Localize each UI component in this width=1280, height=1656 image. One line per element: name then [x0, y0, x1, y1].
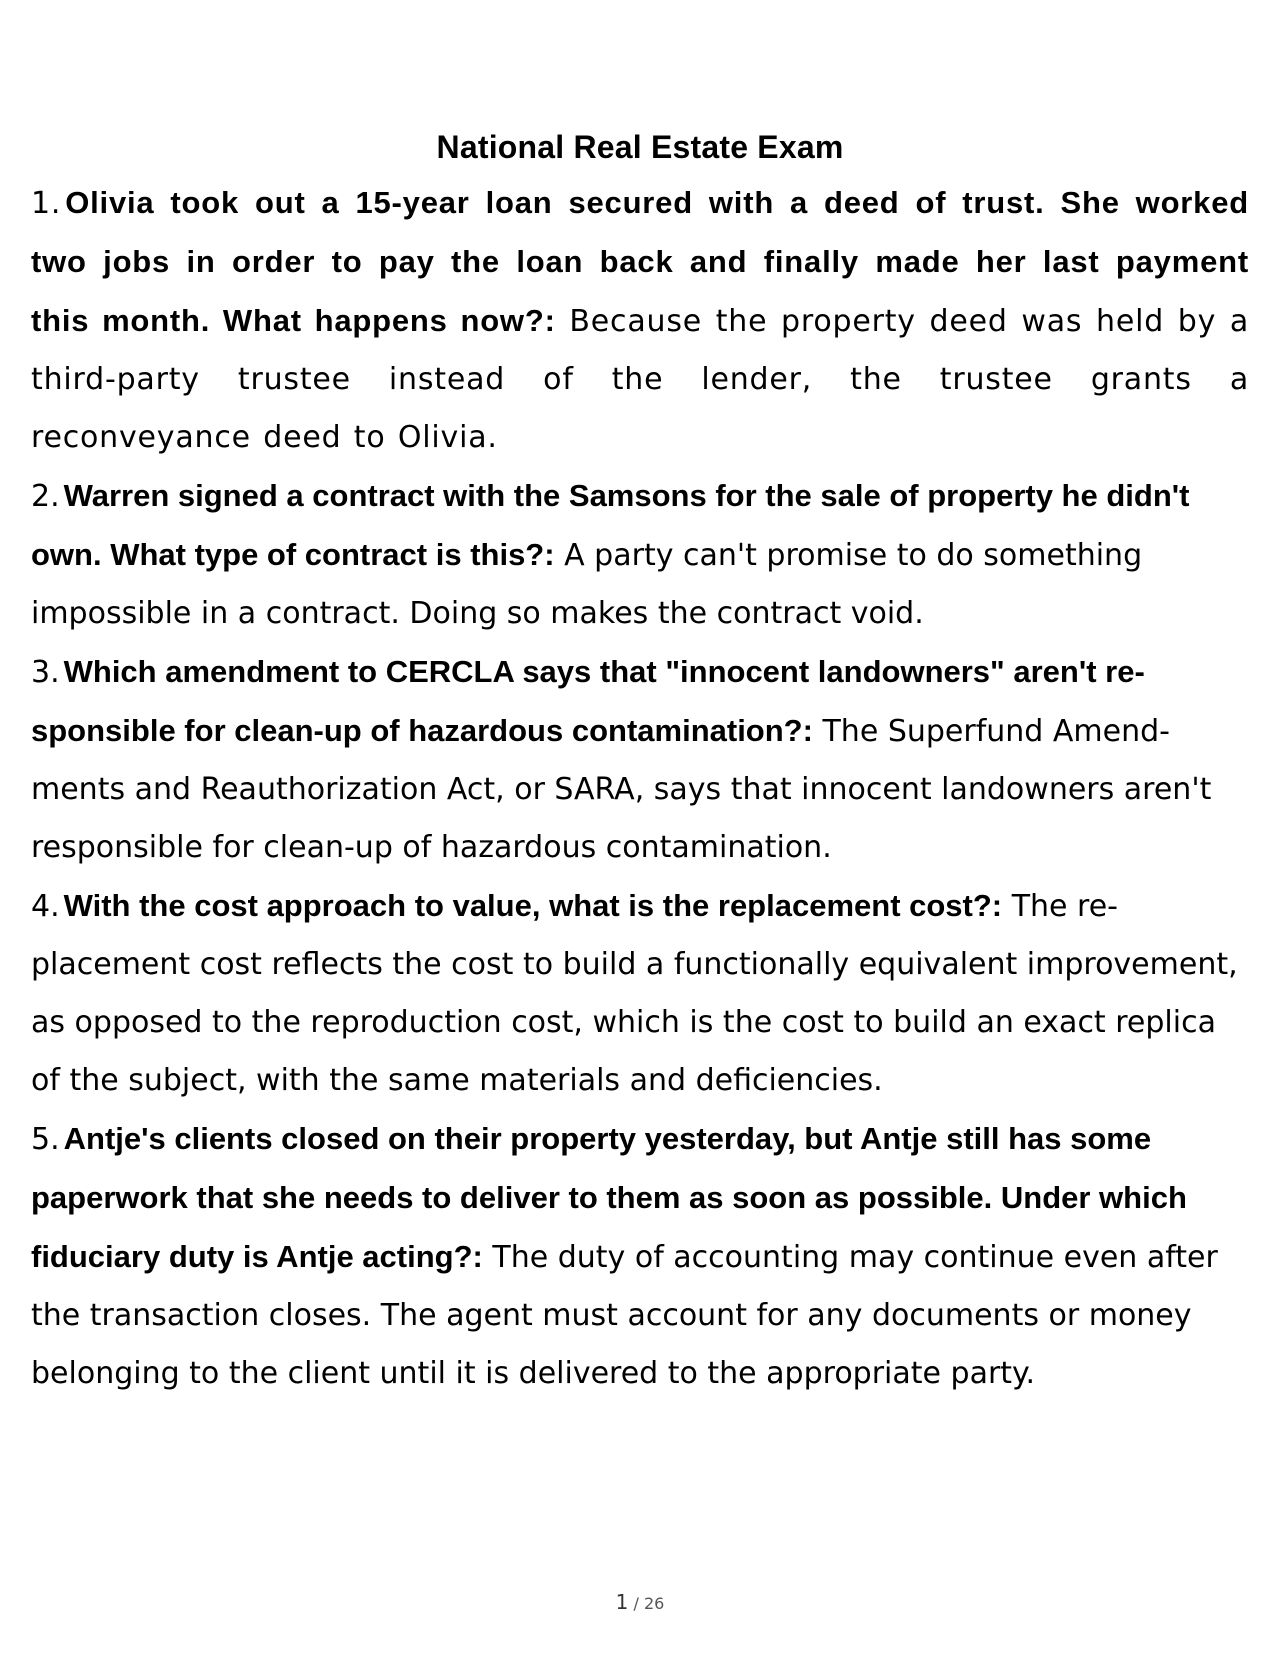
qa-item-2: [31, 467, 1249, 643]
answer-text: The re- placement cost reflects the cost to build a functionally equivalent improvement, as opposed to the reproduction cost, which is the cost to build an exact replica of the subject, with the same materials and deficiencies.: [31, 889, 1238, 1098]
qa-item-4: [31, 877, 1249, 1110]
document-title: National Real Estate Exam: [436, 129, 844, 165]
question-text: Which amendment to CERCLA says that "innocent landowners" aren't re- sponsible for clean-up of hazardous contamination?:: [31, 654, 1145, 748]
question-text: Warren signed a contract with the Samsons for the sale of property he didn't own. What type of contract is this?:: [31, 478, 1190, 572]
qa-item-1: [31, 174, 1249, 467]
qa-item-3: [31, 643, 1249, 877]
current-page-number: 1: [615, 1590, 629, 1614]
item-number: 3.: [31, 655, 60, 690]
page-footer: [0, 1590, 1280, 1614]
page-separator: /: [633, 1594, 639, 1613]
answer-text: The duty of accounting may continue even after the transaction closes. The agent must account for any documents or money belonging to the client until it is delivered to the appropriate party.: [31, 1240, 1218, 1391]
item-number: 2.: [31, 479, 60, 514]
answer-text: A party can't promise to do something impossible in a contract. Doing so makes the contract void.: [31, 538, 1143, 631]
question-text: Antje's clients closed on their property yesterday, but Antje still has some paperwork that she needs to deliver to them as soon as possible. Under which fiduciary duty is Antje acting?:: [31, 1121, 1187, 1274]
answer-text: Because the property deed was held by a third-party trustee instead of the lender, the trustee grants a reconveyance deed to Olivia.: [31, 304, 1249, 455]
qa-item-5: [31, 1110, 1249, 1403]
question-text: Olivia took out a 15-year loan secured with a deed of trust. She worked two jobs in order to pay the loan back and finally made her last payment this month. What happens now?:: [31, 185, 1249, 338]
answer-text: The Superfund Amend- ments and Reauthorization Act, or SARA, says that innocent landowners aren't responsible for clean-up of hazardous contamination.: [31, 714, 1212, 865]
document-page: [31, 128, 1249, 1403]
item-number: 4.: [31, 889, 60, 924]
item-number: 5.: [31, 1122, 60, 1157]
question-text: With the cost approach to value, what is the replacement cost?:: [63, 888, 1003, 923]
item-number: 1.: [31, 186, 62, 221]
total-pages: 26: [643, 1594, 665, 1613]
